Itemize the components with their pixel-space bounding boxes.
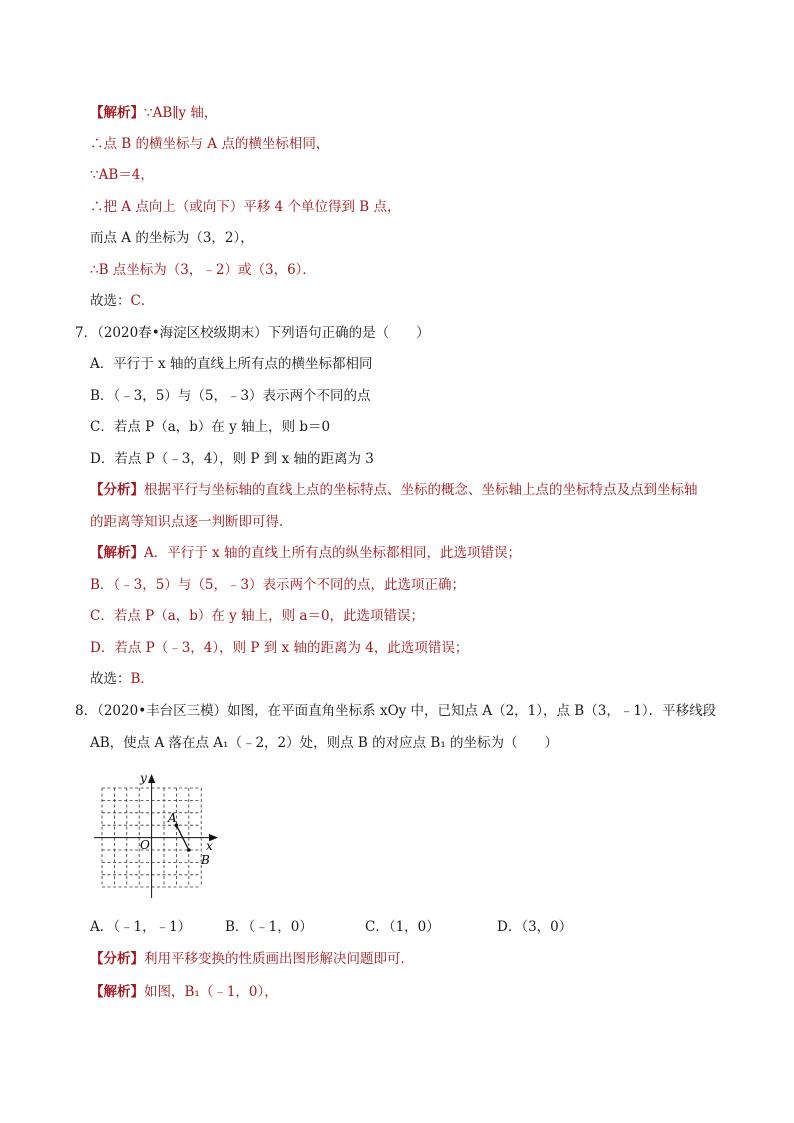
q7-jiexi-d: D．若点 P（﹣3，4），则 P 到 x 轴的距离为 4，此选项错误； bbox=[90, 640, 469, 656]
q6-analysis-line-6: ∴B 点坐标为（3，﹣2）或（3，6）． bbox=[90, 262, 316, 278]
q6-analysis-line-4: ∴把 A 点向上（或向下）平移 4 个单位得到 B 点， bbox=[90, 199, 401, 215]
q8-fenxi-text: 利用平移变换的性质画出图形解决问题即可． bbox=[144, 951, 414, 967]
answer-choice: C． bbox=[130, 293, 155, 309]
q7-jiexi-c: C．若点 P（a，b）在 y 轴上，则 a＝0，此选项错误； bbox=[90, 608, 425, 624]
analysis-tag: 【解析】 bbox=[90, 105, 144, 121]
label-o: O bbox=[140, 838, 150, 852]
answer-prefix: 故选： bbox=[90, 293, 131, 309]
y-axis-arrow bbox=[148, 774, 155, 783]
q8-stem-line-2: AB，使点 A 落在点 A₁（﹣2，2）处，则点 B 的对应点 B₁ 的坐标为（ ） bbox=[90, 735, 559, 751]
q8-stem-line-1: 8．（2020•丰台区三模）如图，在平面直角坐标系 xOy 中，已知点 A（2，1），点 B（3，﹣1）．平移线段 bbox=[75, 703, 717, 719]
q7-fenxi-text-2: 的距离等知识点逐一判断即可得． bbox=[90, 514, 293, 530]
answer-choice: B． bbox=[130, 671, 154, 687]
q7-option-d: D．若点 P（﹣3，4），则 P 到 x 轴的距离为 3 bbox=[90, 451, 374, 467]
q7-option-a: A．平行于 x 轴的直线上所有点的横坐标都相同 bbox=[90, 356, 373, 372]
label-a: A bbox=[168, 811, 177, 825]
jiexi-tag: 【解析】 bbox=[90, 545, 144, 561]
q8-jiexi-text: 如图，B₁（﹣1，0）， bbox=[144, 984, 278, 1000]
fenxi-tag: 【分析】 bbox=[90, 482, 144, 498]
q7-stem: 7．（2020春•海淀区校级期末）下列语句正确的是（ ） bbox=[75, 325, 430, 341]
q6-analysis-line-5: 而点 A 的坐标为（3，2）， bbox=[90, 230, 254, 246]
q6-analysis-text-1: ∵AB∥y 轴， bbox=[144, 105, 218, 121]
q6-analysis-line-2: ∴点 B 的横坐标与 A 点的横坐标相同， bbox=[90, 136, 330, 152]
q6-analysis-line-1 bbox=[90, 104, 217, 122]
q7-answer bbox=[90, 670, 154, 688]
q8-solution bbox=[90, 983, 278, 1001]
point-b bbox=[187, 848, 191, 852]
label-b: B bbox=[201, 853, 210, 867]
q7-option-b: B．（﹣3，5）与（5，﹣3）表示两个不同的点 bbox=[90, 388, 371, 404]
q8-option-a: A．（﹣1，﹣1） bbox=[90, 919, 192, 935]
q7-jiexi-b: B．（﹣3，5）与（5，﹣3）表示两个不同的点，此选项正确； bbox=[90, 577, 466, 593]
q7-analysis-line-1 bbox=[90, 481, 698, 499]
q7-jiexi-a: A．平行于 x 轴的直线上所有点的纵坐标都相同，此选项错误； bbox=[144, 545, 521, 561]
q8-option-c: C．（1，0） bbox=[365, 919, 440, 935]
jiexi-tag: 【解析】 bbox=[90, 984, 144, 1000]
q8-coordinate-figure bbox=[90, 770, 230, 906]
q8-option-b: B．（﹣1，0） bbox=[225, 919, 313, 935]
q7-solution-line-a bbox=[90, 544, 521, 562]
q8-analysis bbox=[90, 950, 414, 968]
label-x: x bbox=[206, 839, 213, 853]
fenxi-tag: 【分析】 bbox=[90, 951, 144, 967]
q6-answer bbox=[90, 292, 154, 310]
answer-prefix: 故选： bbox=[90, 671, 131, 687]
q8-option-d: D．（3，0） bbox=[497, 919, 573, 935]
q7-option-c: C．若点 P（a，b）在 y 轴上，则 b＝0 bbox=[90, 419, 331, 435]
q7-fenxi-text-1: 根据平行与坐标轴的直线上点的坐标特点、坐标的概念、坐标轴上点的坐标特点及点到坐标轴 bbox=[144, 482, 698, 498]
label-y: y bbox=[140, 771, 147, 785]
q6-analysis-line-3: ∵AB＝4， bbox=[90, 167, 154, 183]
